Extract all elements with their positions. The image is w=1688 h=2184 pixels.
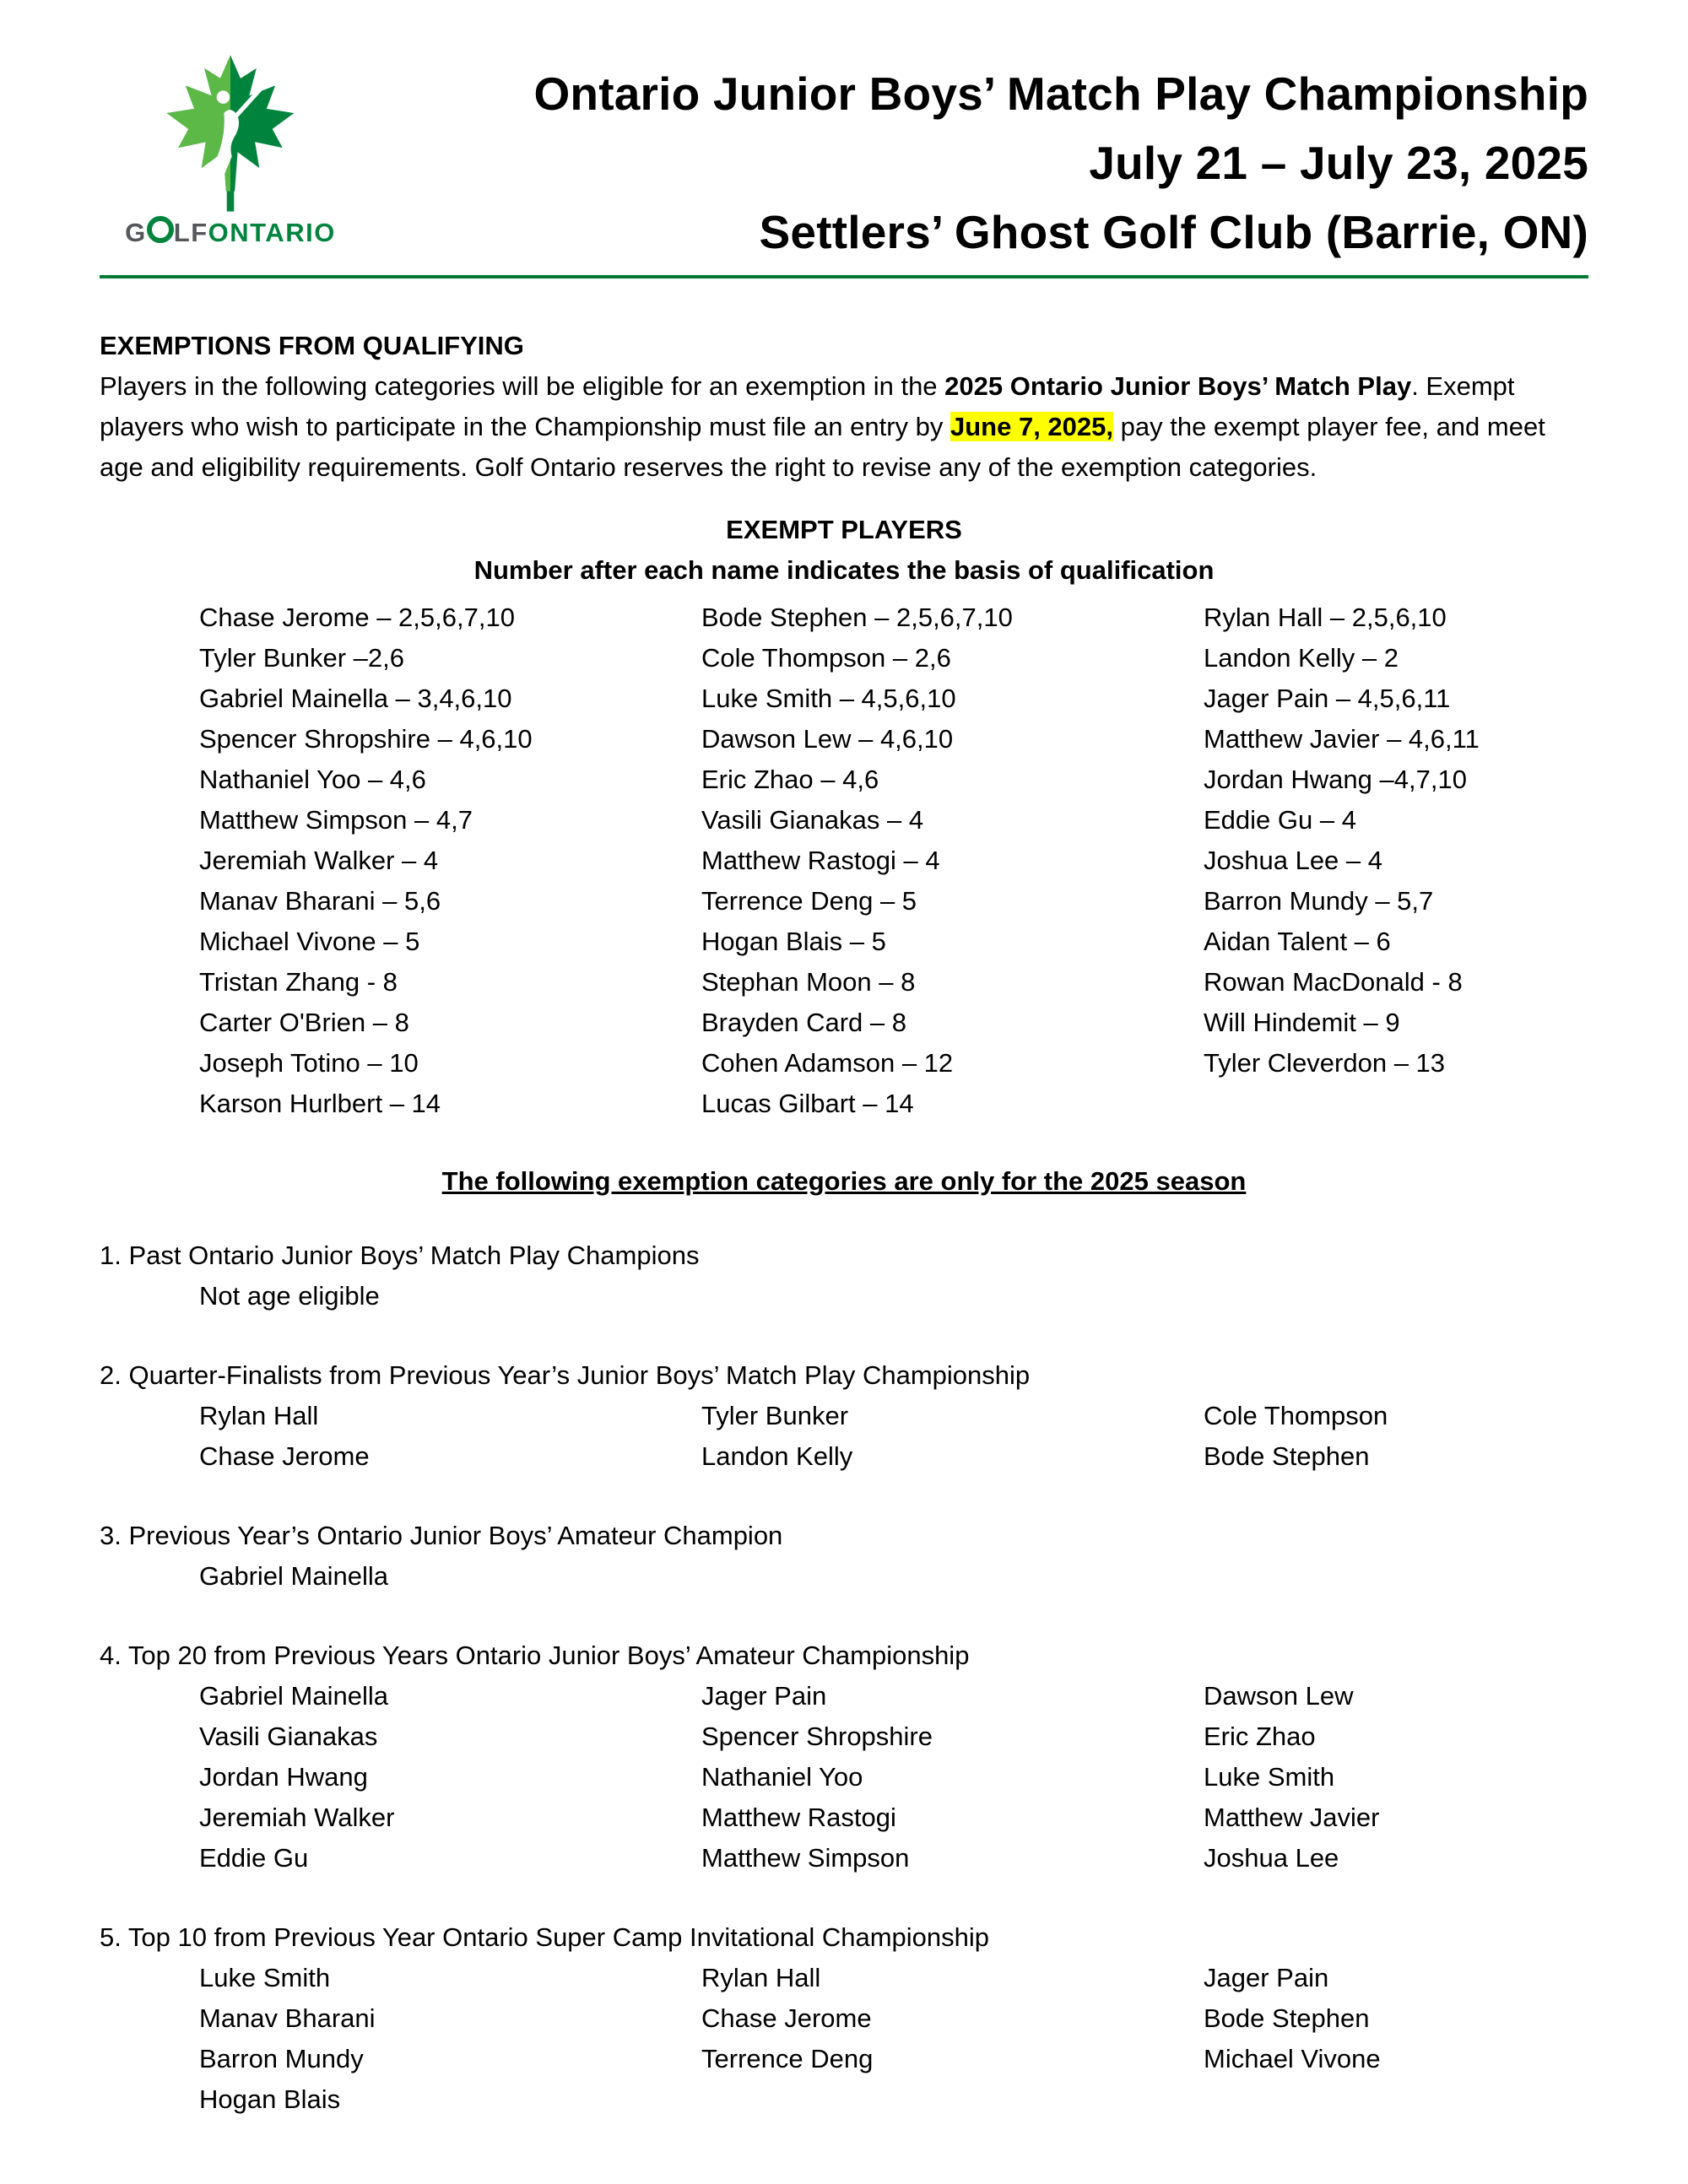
player-entry: Vasili Gianakas – 4 (701, 805, 924, 835)
player-entry: Rylan Hall – 2,5,6,10 (1204, 603, 1447, 632)
category-section-5 (100, 1917, 1588, 2120)
wordmark-lf: LF (173, 218, 208, 247)
player-name: Jager Pain (701, 1681, 827, 1711)
player-entry: Matthew Javier – 4,6,11 (1204, 724, 1480, 754)
player-name: Barron Mundy (199, 2044, 364, 2073)
player-entry: Jordan Hwang –4,7,10 (1204, 765, 1467, 794)
golf-ball-o-icon (147, 216, 174, 243)
category-heading-3: 3. Previous Year’s Ontario Junior Boys’ Amateur Champion (100, 1521, 783, 1550)
category-2-column-3 (1204, 1396, 1688, 1477)
player-name: Jager Pain (1204, 1963, 1329, 1992)
player-name: Rylan Hall (199, 1401, 319, 1430)
player-name: Matthew Javier (1204, 1803, 1380, 1832)
player-name: Rylan Hall (701, 1963, 821, 1992)
player-name: Chase Jerome (701, 2003, 872, 2033)
text-segment: pay the exempt player fee, and meet age and eligibility requirements. Golf Ontario reserves the right to revise any of the exemption categories. (100, 412, 1545, 482)
category-section-3 (100, 1516, 1588, 1597)
player-entry: Cole Thompson – 2,6 (701, 643, 951, 673)
category-section-1 (100, 1235, 1588, 1316)
player-name: Cole Thompson (1204, 1401, 1388, 1430)
player-entry: Carter O'Brien – 8 (199, 1008, 409, 1037)
player-entry: Luke Smith – 4,5,6,10 (701, 684, 956, 713)
player-name: Matthew Simpson (701, 1843, 910, 1873)
player-entry: Manav Bharani – 5,6 (199, 886, 441, 916)
category-1-column-3 (1204, 1276, 1688, 1316)
category-4-column-1 (199, 1676, 701, 1879)
player-entry: Matthew Rastogi – 4 (701, 846, 940, 875)
category-3-column-1 (199, 1556, 701, 1597)
text-segment: 2025 Ontario Junior Boys’ Match Play (944, 371, 1412, 401)
player-name: Gabriel Mainella (199, 1561, 388, 1591)
exempt-players-columns (199, 597, 1588, 1124)
player-name: Gabriel Mainella (199, 1681, 388, 1711)
category-1-column-2 (701, 1276, 1204, 1316)
header-divider (100, 275, 1588, 278)
player-entry: Cohen Adamson – 12 (701, 1048, 954, 1078)
player-entry: Spencer Shropshire – 4,6,10 (199, 724, 533, 754)
player-entry: Joshua Lee – 4 (1204, 846, 1383, 875)
category-2-column-1 (199, 1396, 701, 1477)
player-name: Eddie Gu (199, 1843, 309, 1873)
player-name: Not age eligible (199, 1281, 380, 1311)
player-name: Spencer Shropshire (701, 1722, 933, 1751)
player-name: Matthew Rastogi (701, 1803, 896, 1832)
category-columns-1 (199, 1276, 1588, 1316)
player-name: Bode Stephen (1204, 1441, 1370, 1471)
player-entry: Stephan Moon – 8 (701, 967, 916, 997)
player-entry: Joseph Totino – 10 (199, 1048, 419, 1078)
player-name: Joshua Lee (1204, 1843, 1339, 1873)
player-entry: Barron Mundy – 5,7 (1204, 886, 1434, 916)
event-venue: Settlers’ Ghost Golf Club (Barrie, ON) (759, 206, 1588, 258)
player-entry: Tristan Zhang - 8 (199, 967, 398, 997)
player-name: Vasili Gianakas (199, 1722, 378, 1751)
player-name: Terrence Deng (701, 2044, 874, 2073)
player-name: Hogan Blais (199, 2084, 341, 2114)
category-columns-4 (199, 1676, 1588, 1879)
category-5-column-2 (701, 1958, 1204, 2120)
text-segment: . Exempt players who wish to participate in the Championship must file an entry by (100, 371, 1515, 441)
document-title-block (361, 47, 1588, 267)
exempt-players-title: EXEMPT PLAYERS (726, 515, 962, 544)
player-entry: Jager Pain – 4,5,6,11 (1204, 684, 1451, 713)
player-entry: Landon Kelly – 2 (1204, 643, 1399, 673)
golf-ontario-wordmark (125, 216, 336, 248)
category-heading-1: 1. Past Ontario Junior Boys’ Match Play Champions (100, 1241, 700, 1270)
category-5-column-3 (1204, 1958, 1688, 2120)
player-entry: Hogan Blais – 5 (701, 927, 886, 956)
category-heading-5: 5. Top 10 from Previous Year Ontario Super Camp Invitational Championship (100, 1922, 990, 1952)
player-name: Nathaniel Yoo (701, 1762, 863, 1792)
category-1-column-1 (199, 1276, 701, 1316)
category-heading-2: 2. Quarter-Finalists from Previous Year’s Junior Boys’ Match Play Championship (100, 1360, 1031, 1390)
player-entry: Nathaniel Yoo – 4,6 (199, 765, 426, 794)
player-entry: Dawson Lew – 4,6,10 (701, 724, 954, 754)
player-entry: Lucas Gilbart – 14 (701, 1089, 914, 1118)
player-entry: Eddie Gu – 4 (1204, 805, 1356, 835)
player-entry: Karson Hurlbert – 14 (199, 1089, 441, 1118)
category-3-column-3 (1204, 1556, 1688, 1597)
season-note: The following exemption categories are only for the 2025 season (441, 1166, 1247, 1196)
category-5-column-1 (199, 1958, 701, 2120)
player-name: Landon Kelly (701, 1441, 853, 1471)
player-entry: Tyler Cleverdon – 13 (1204, 1048, 1446, 1078)
player-name: Tyler Bunker (701, 1401, 849, 1430)
exempt-players-column-2 (701, 597, 1204, 1124)
category-columns-5 (199, 1958, 1588, 2120)
player-entry: Jeremiah Walker – 4 (199, 846, 439, 875)
wordmark-g: G (125, 218, 147, 247)
player-entry: Bode Stephen – 2,5,6,7,10 (701, 603, 1013, 632)
document-header (100, 47, 1588, 267)
event-dates: July 21 – July 23, 2025 (1089, 137, 1588, 189)
player-name: Bode Stephen (1204, 2003, 1370, 2033)
text-segment: June 7, 2025, (950, 412, 1114, 441)
exemptions-intro-paragraph (100, 366, 1588, 488)
player-entry: Terrence Deng – 5 (701, 886, 917, 916)
player-name: Eric Zhao (1204, 1722, 1316, 1751)
player-entry: Rowan MacDonald - 8 (1204, 967, 1463, 997)
player-entry: Gabriel Mainella – 3,4,6,10 (199, 684, 512, 713)
player-name: Luke Smith (1204, 1762, 1335, 1792)
player-entry: Will Hindemit – 9 (1204, 1008, 1400, 1037)
player-entry: Aidan Talent – 6 (1204, 927, 1391, 956)
category-4-column-3 (1204, 1676, 1688, 1879)
category-3-column-2 (701, 1556, 1204, 1597)
category-section-2 (100, 1355, 1588, 1477)
category-4-column-2 (701, 1676, 1204, 1879)
exempt-players-subtitle: Number after each name indicates the basis of qualification (473, 555, 1215, 585)
category-heading-4: 4. Top 20 from Previous Years Ontario Junior Boys’ Amateur Championship (100, 1641, 970, 1670)
category-columns-2 (199, 1396, 1588, 1477)
maple-leaf-golfer-icon (150, 52, 311, 214)
player-name: Manav Bharani (199, 2003, 376, 2033)
category-columns-3 (199, 1556, 1588, 1597)
player-entry: Matthew Simpson – 4,7 (199, 805, 473, 835)
player-entry: Michael Vivone – 5 (199, 927, 420, 956)
player-entry: Eric Zhao – 4,6 (701, 765, 879, 794)
golf-ontario-logo (100, 47, 361, 248)
player-entry: Brayden Card – 8 (701, 1008, 906, 1037)
player-name: Michael Vivone (1204, 2044, 1381, 2073)
exempt-players-column-3 (1204, 597, 1688, 1124)
exempt-players-column-1 (199, 597, 701, 1124)
player-entry: Tyler Bunker –2,6 (199, 643, 404, 673)
text-segment: Players in the following categories will be eligible for an exemption in the (100, 371, 945, 401)
player-entry: Chase Jerome – 2,5,6,7,10 (199, 603, 515, 632)
page-title: Ontario Junior Boys’ Match Play Championship (533, 68, 1588, 120)
player-name: Chase Jerome (199, 1441, 370, 1471)
category-2-column-2 (701, 1396, 1204, 1477)
player-name: Luke Smith (199, 1963, 331, 1992)
player-name: Dawson Lew (1204, 1681, 1354, 1711)
section-heading-exemptions: EXEMPTIONS FROM QUALIFYING (100, 331, 524, 360)
player-name: Jordan Hwang (199, 1762, 368, 1792)
wordmark-ontario: ONTARIO (208, 218, 336, 247)
player-name: Jeremiah Walker (199, 1803, 395, 1832)
category-section-4 (100, 1635, 1588, 1879)
